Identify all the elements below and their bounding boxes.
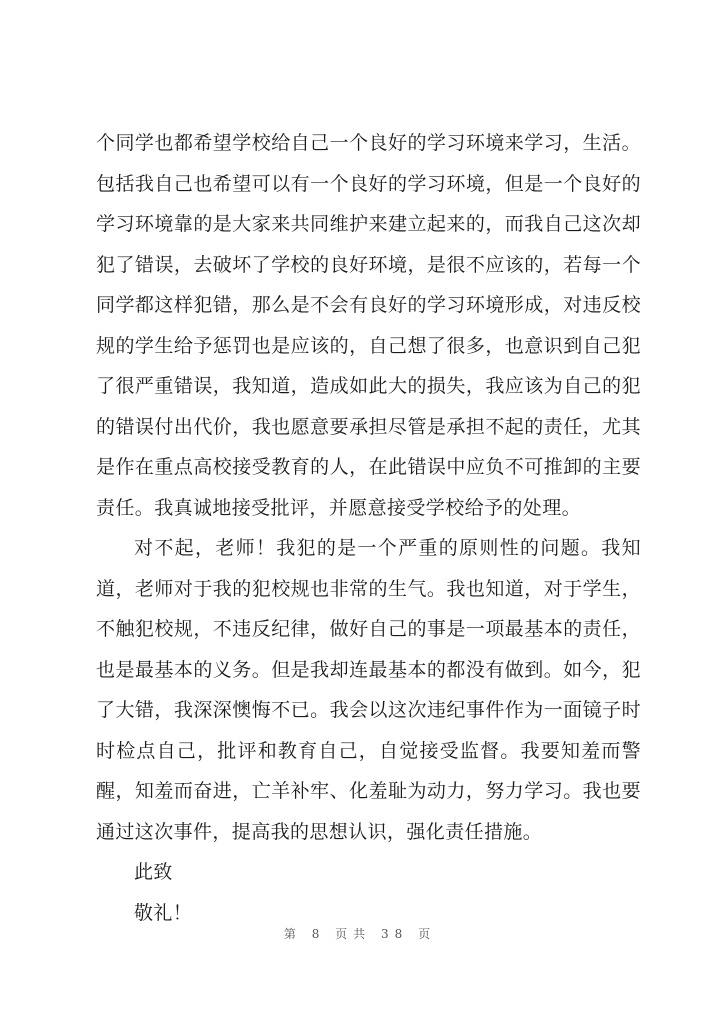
text-line: 责任。我真诚地接受批评，并愿意接受学校给予的处理。 [96, 496, 582, 519]
letter-body [96, 123, 641, 933]
paragraph-2 [96, 528, 641, 852]
text-line: 包括我自己也希望可以有一个良好的学习环境，但是一个良好的 [96, 172, 641, 195]
text-line: 的错误付出代价，我也愿意要承担尽管是承担不起的责任，尤其 [96, 415, 641, 438]
text-line: 了很严重错误，我知道，造成如此大的损失，我应该为自己的犯 [96, 375, 641, 397]
text-line: 了大错，我深深懊悔不已。我会以这次违纪事件作为一面镜子时 [96, 699, 641, 721]
text-line: 对不起，老师！我犯的是一个严重的原则性的问题。我知 [134, 537, 641, 559]
text-line: 醒，知羞而奋进，亡羊补牢、化羞耻为动力，努力学习。我也要 [96, 780, 641, 802]
text-line: 是作在重点高校接受教育的人，在此错误中应负不可推卸的主要 [96, 456, 641, 478]
text-line: 个同学也都希望学校给自己一个良好的学习环境来学习，生活。 [96, 132, 641, 154]
text-line: 也是最基本的义务。但是我却连最基本的都没有做到。如今，犯 [96, 658, 641, 681]
page-number-footer: 第 8 页共 38 页 [283, 927, 437, 941]
text-line: 规的学生给予惩罚也是应该的，自己想了很多，也意识到自己犯 [96, 334, 641, 357]
salutation: 此致 [134, 861, 173, 883]
text-line: 同学都这样犯错，那么是不会有良好的学习环境形成，对违反校 [96, 294, 641, 316]
closing-block [96, 852, 641, 933]
text-line: 学习环境靠的是大家来共同维护来建立起来的，而我自己这次却 [96, 213, 641, 235]
text-line: 道，老师对于我的犯校规也非常的生气。我也知道，对于学生， [96, 577, 641, 600]
text-line: 犯了错误，去破坏了学校的良好环境，是很不应该的，若每一个 [96, 253, 641, 276]
text-line: 通过这次事件，提高我的思想认识，强化责任措施。 [96, 820, 543, 843]
text-line: 不触犯校规，不违反纪律，做好自己的事是一项最基本的责任， [96, 618, 641, 640]
paragraph-1 [96, 123, 641, 528]
regards: 敬礼！ [134, 901, 193, 924]
text-line: 时检点自己，批评和教育自己，自觉接受监督。我要知羞而警 [96, 739, 641, 762]
